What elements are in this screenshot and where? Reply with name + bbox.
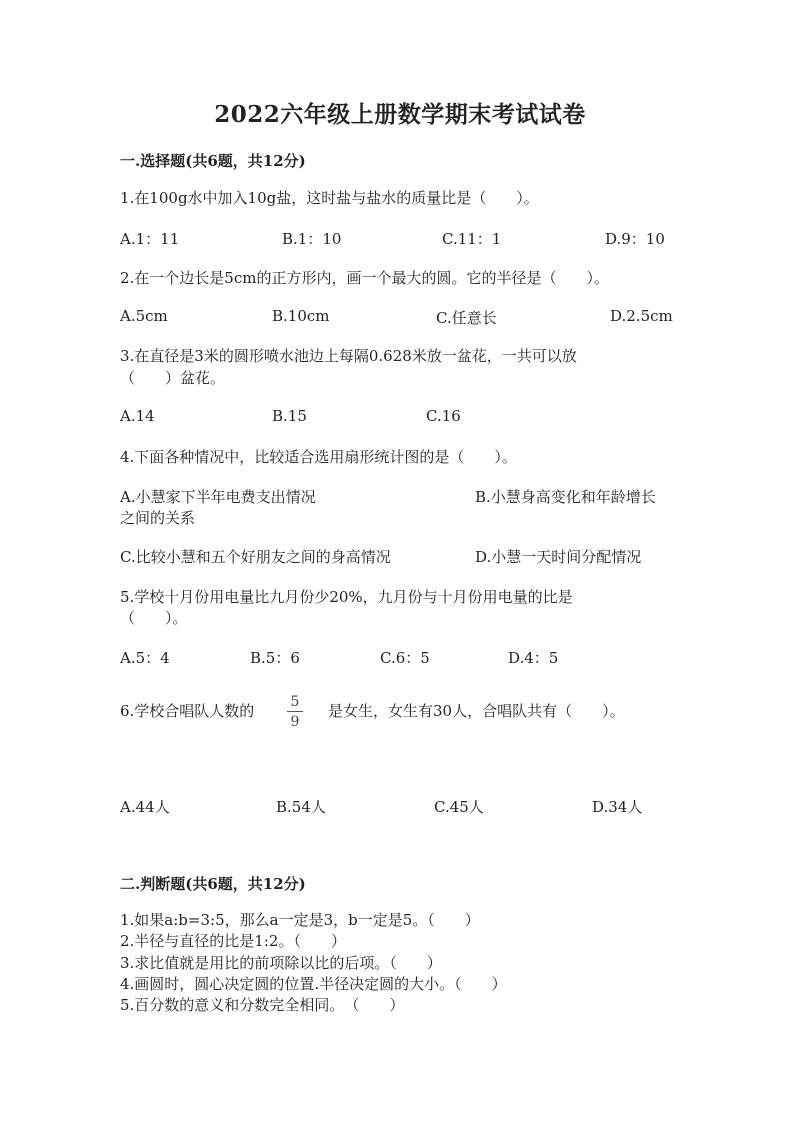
question-3-option-c: C.16 <box>426 407 461 425</box>
judgment-item-1: 1.如果a:b=3:5，那么a一定是3，b一定是5。（ ） <box>120 911 480 929</box>
judgment-item-3: 3.求比值就是用比的前项除以比的后项。（ ） <box>120 954 442 972</box>
section-heading-judgment: 二.判断题(共6题，共12分) <box>120 875 306 893</box>
question-6-option-b: B.54人 <box>276 798 326 816</box>
fraction-numerator: 5 <box>290 694 300 710</box>
question-2-option-c: C.任意长 <box>436 309 497 327</box>
question-4-option-d: D.小慧一天时间分配情况 <box>475 548 642 566</box>
question-3-stem-line2: （ ）盆花。 <box>120 369 226 387</box>
question-6-fraction <box>287 694 303 730</box>
question-5-option-c: C.6：5 <box>380 649 430 667</box>
question-1-option-d: D.9：10 <box>605 230 665 248</box>
section-heading-choice: 一.选择题(共6题，共12分) <box>120 152 306 170</box>
judgment-item-2: 2.半径与直径的比是1:2。（ ） <box>120 932 346 950</box>
judgment-item-4: 4.画圆时，圆心决定圆的位置.半径决定圆的大小。（ ） <box>120 975 507 993</box>
question-4-stem: 4.下面各种情况中，比较适合选用扇形统计图的是（ ）。 <box>120 448 517 466</box>
question-2-stem: 2.在一个边长是5cm的正方形内，画一个最大的圆。它的半径是（ ）。 <box>120 269 609 287</box>
question-4-option-c: C.比较小慧和五个好朋友之间的身高情况 <box>120 548 391 566</box>
question-3-stem-line1: 3.在直径是3米的圆形喷水池边上每隔0.628米放一盆花，一共可以放 <box>120 347 577 365</box>
question-6-option-c: C.45人 <box>434 798 484 816</box>
question-3-option-b: B.15 <box>272 407 307 425</box>
question-1-option-c: C.11：1 <box>442 230 502 248</box>
question-4-option-b-continued: 之间的关系 <box>120 509 196 527</box>
question-2-option-d: D.2.5cm <box>610 307 673 325</box>
page-title: 2022六年级上册数学期末考试试卷 <box>214 101 586 128</box>
question-6-option-a: A.44人 <box>120 798 170 816</box>
question-5-option-d: D.4：5 <box>508 649 559 667</box>
question-6-stem-after-fraction: 是女生，女生有30人，合唱队共有（ ）。 <box>328 702 625 720</box>
judgment-item-5: 5.百分数的意义和分数完全相同。 （ ） <box>120 996 405 1014</box>
question-1-option-b: B.1：10 <box>282 230 342 248</box>
question-4-option-b: B.小慧身高变化和年龄增长 <box>475 488 656 506</box>
question-6-stem-before-fraction: 6.学校合唱队人数的 <box>120 702 255 720</box>
fraction-bar <box>287 711 303 712</box>
question-2-option-b: B.10cm <box>272 307 330 325</box>
question-5-option-b: B.5：6 <box>250 649 300 667</box>
question-6-option-d: D.34人 <box>592 798 643 816</box>
question-4-option-a: A.小慧家下半年电费支出情况 <box>120 488 316 506</box>
question-1-stem: 1.在100g水中加入10g盐，这时盐与盐水的质量比是（ ）。 <box>120 189 539 207</box>
question-5-stem-line1: 5.学校十月份用电量比九月份少20%，九月份与十月份用电量的比是 <box>120 588 573 606</box>
question-1-option-a: A.1：11 <box>120 230 180 248</box>
question-5-option-a: A.5：4 <box>120 649 170 667</box>
question-2-option-a: A.5cm <box>120 307 168 325</box>
question-3-option-a: A.14 <box>120 407 155 425</box>
question-5-stem-line2: （ ）。 <box>120 609 188 627</box>
fraction-denominator: 9 <box>290 714 300 730</box>
